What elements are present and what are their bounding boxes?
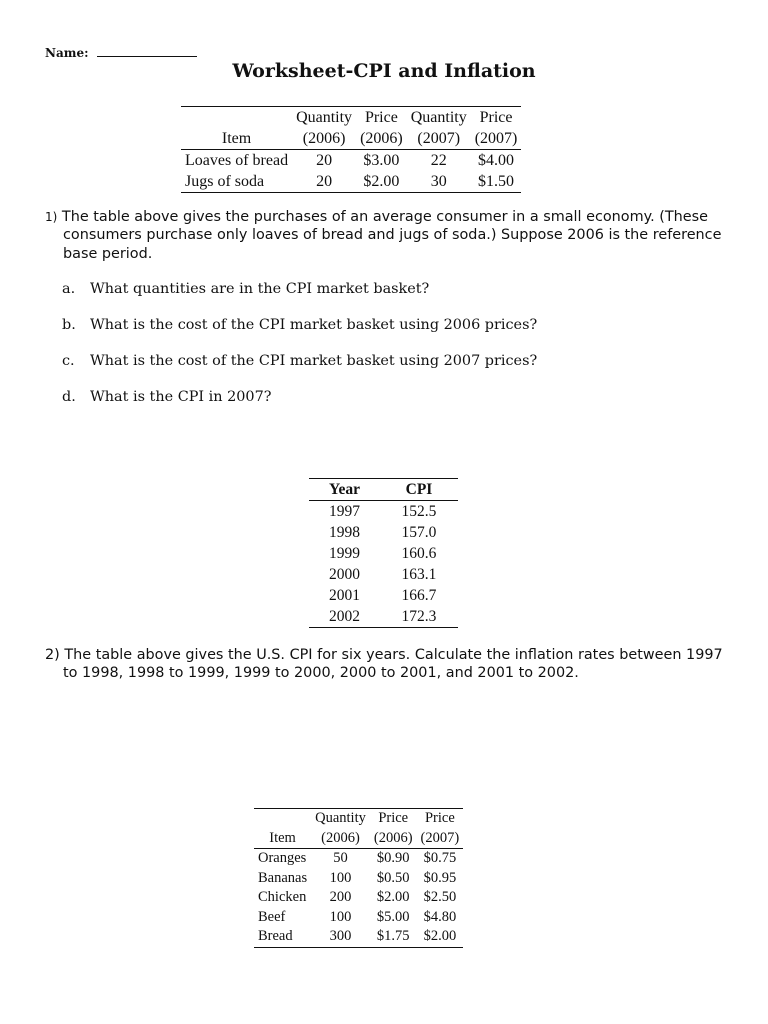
table-header-row (181, 107, 521, 129)
table-cell: 100 (329, 869, 352, 886)
question-text: The table above gives the U.S. CPI for six years. Calculate the inflation rates between 1997 to 1998, 1998 to 1999, 1999 to 2000, 2000 to 2001, and 2001 to 2002. (63, 647, 723, 682)
question-text: The table above gives the purchases of an average consumer in a small economy. (These consumers purchase only loaves of bread and jugs of soda.) Suppose 2006 is the reference base period. (61, 209, 722, 262)
question-number: 1) (45, 210, 58, 224)
table-row (254, 849, 463, 869)
table-header-row (254, 809, 463, 829)
table-cell: Beef (258, 908, 286, 925)
table-cell: $2.00 (356, 171, 407, 193)
table-cell: $0.75 (423, 850, 457, 866)
table-header-row (309, 479, 458, 501)
column-header: Price (356, 107, 407, 129)
table-row (309, 543, 458, 564)
table-cell: 20 (316, 152, 333, 169)
page-title: Worksheet-CPI and Inflation (232, 60, 536, 82)
table-header-row (254, 829, 463, 849)
column-header: Quantity (311, 809, 370, 829)
part-text: What is the cost of the CPI market basket using 2006 prices? (90, 317, 538, 333)
part-letter: d. (62, 389, 76, 405)
table-row (309, 501, 458, 523)
column-header: (2006) (370, 829, 417, 849)
table-cell: 1999 (328, 545, 360, 562)
table-cell: Bananas (258, 869, 308, 886)
question-2 (45, 646, 735, 683)
name-label: Name: (45, 46, 89, 60)
column-header: (2006) (311, 829, 370, 849)
table-row (181, 171, 521, 193)
table-cell: $0.95 (423, 869, 457, 886)
table-cell: 157.0 (401, 524, 437, 541)
table-cell: 1997 (328, 503, 360, 520)
table-cell: Oranges (258, 850, 307, 866)
part-text: What quantities are in the CPI market basket? (90, 281, 430, 297)
cpi-table (309, 478, 458, 628)
table-cell: $2.00 (376, 889, 410, 905)
table-row (254, 869, 463, 889)
column-header: (2007) (417, 829, 464, 849)
goods-table (254, 808, 463, 948)
table-row (309, 522, 458, 543)
part-text: What is the CPI in 2007? (90, 389, 272, 405)
table-cell: 2001 (328, 587, 360, 604)
column-header: Item (254, 829, 311, 849)
part-letter: a. (62, 281, 76, 297)
part-letter: b. (62, 317, 76, 333)
column-header (181, 107, 292, 129)
question-1c (62, 353, 537, 369)
name-blank-line (97, 45, 197, 57)
column-header: Year (309, 479, 380, 501)
table-cell: 152.5 (401, 503, 437, 520)
table-cell: 160.6 (401, 545, 437, 562)
table-cell: 100 (329, 908, 352, 925)
table-cell: 300 (311, 927, 370, 947)
name-field (45, 45, 197, 60)
table-cell: 163.1 (401, 566, 437, 583)
part-text: What is the cost of the CPI market basket using 2007 prices? (90, 353, 538, 369)
table-cell: 1998 (328, 524, 360, 541)
table-cell: 30 (407, 171, 471, 193)
table-cell: $2.00 (417, 927, 464, 947)
table-cell: $2.50 (423, 889, 457, 905)
question-1d (62, 389, 271, 405)
table-cell: Bread (254, 927, 311, 947)
table-cell: 172.3 (380, 606, 458, 628)
question-1b (62, 317, 537, 333)
table-cell: $0.50 (376, 869, 410, 886)
column-header: Price (370, 809, 417, 829)
table-cell: 22 (430, 152, 447, 169)
table-row (254, 908, 463, 928)
table-cell: 200 (329, 889, 352, 905)
table-header-row (181, 128, 521, 150)
question-1a (62, 281, 429, 297)
table-row (254, 927, 463, 947)
column-header: Quantity (292, 107, 356, 129)
column-header: (2006) (292, 128, 356, 150)
table-row (254, 888, 463, 908)
table-cell: 20 (292, 171, 356, 193)
column-header: Price (471, 107, 522, 129)
table-cell: Jugs of soda (181, 171, 292, 193)
column-header (254, 809, 311, 829)
table-cell: Loaves of bread (185, 152, 289, 169)
table-cell: 2000 (328, 566, 360, 583)
column-header: Quantity (407, 107, 471, 129)
table-cell: $4.00 (478, 152, 515, 169)
table-cell: $4.80 (423, 908, 457, 925)
column-header: CPI (380, 479, 458, 501)
column-header: (2007) (471, 128, 522, 150)
table-cell: 166.7 (401, 587, 437, 604)
table-row (309, 564, 458, 585)
table-row (181, 150, 521, 172)
column-header: Item (181, 128, 292, 150)
table-row (309, 606, 458, 628)
table-cell: $0.90 (376, 850, 410, 866)
table-cell: $1.50 (471, 171, 522, 193)
table-cell: 2002 (309, 606, 380, 628)
table-row (309, 585, 458, 606)
purchases-table (181, 106, 521, 193)
column-header: (2007) (407, 128, 471, 150)
column-header: (2006) (356, 128, 407, 150)
column-header: Price (417, 809, 464, 829)
table-cell: $3.00 (363, 152, 400, 169)
part-letter: c. (62, 353, 75, 369)
table-cell: 50 (333, 850, 348, 866)
table-cell: $1.75 (370, 927, 417, 947)
question-number: 2) (45, 647, 60, 663)
table-cell: Chicken (258, 889, 307, 905)
question-1 (45, 208, 735, 263)
table-cell: $5.00 (376, 908, 410, 925)
